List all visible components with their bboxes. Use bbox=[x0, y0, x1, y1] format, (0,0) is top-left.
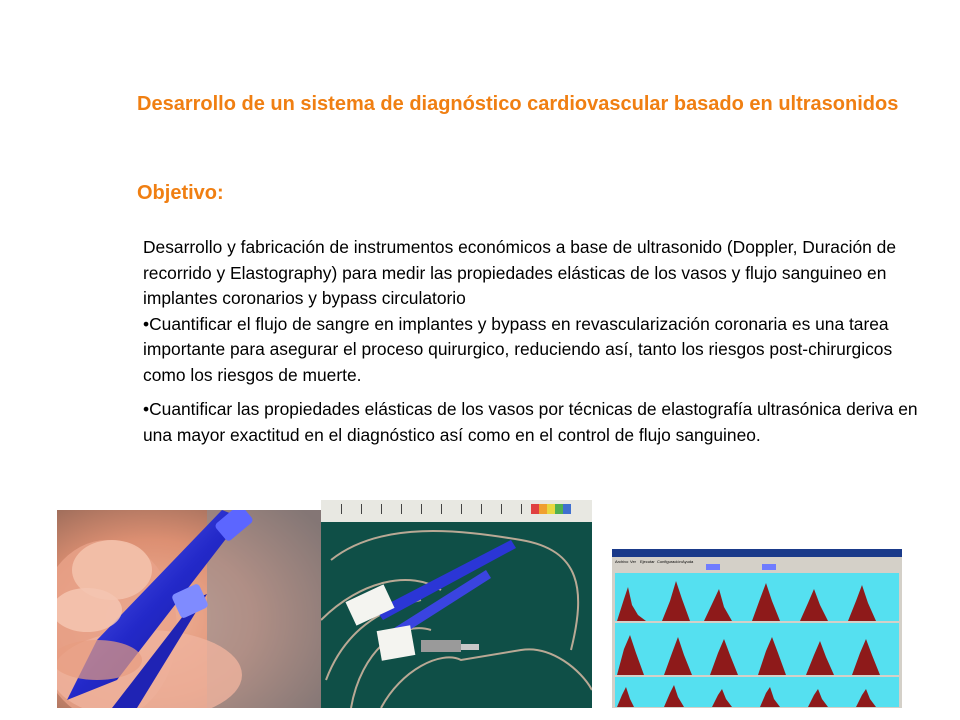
objective-heading: Objetivo: bbox=[137, 182, 224, 204]
hand-holding-probes-photo bbox=[57, 510, 321, 708]
menu-item-ver: Ver bbox=[630, 559, 637, 564]
menu-item-archivo: Archivo bbox=[615, 559, 629, 564]
menu-item-ejecutar: Ejecutar bbox=[640, 559, 655, 564]
paragraph-intro: Desarrollo y fabricación de instrumentos económicos a base de ultrasonido (Doppler, Duración de recorrido y Elastography) para medir las propiedades elásticas de los vasos y flujo sanguineo en implantes coronarios y bypass circulatorio bbox=[143, 237, 897, 308]
bullet-blood-flow: •Cuantificar el flujo de sangre en implantes y bypass en revascularización coronaria es una tarea importante para asegurar el proceso quirurgico, reduciendo así, tanto los riesgos post-chirurgicos como los riesgos de muerte. bbox=[143, 313, 893, 385]
menu-item-configuracion: Configuración bbox=[657, 559, 682, 564]
doppler-software-screenshot bbox=[612, 549, 902, 708]
bullet-elastography: •Cuantificar las propiedades elásticas de los vasos por técnicas de elastografía ultrasónica deriva en una mayor exactitud en el diagnóstico así como en el control de flujo sanguineo. bbox=[143, 399, 918, 445]
objective-body bbox=[143, 235, 933, 448]
slide-title: Desarrollo de un sistema de diagnóstico cardiovascular basado en ultrasonidos bbox=[137, 93, 899, 115]
ultrasound-probes-photo bbox=[321, 500, 592, 708]
menu-item-ayuda: Ayuda bbox=[682, 559, 694, 564]
